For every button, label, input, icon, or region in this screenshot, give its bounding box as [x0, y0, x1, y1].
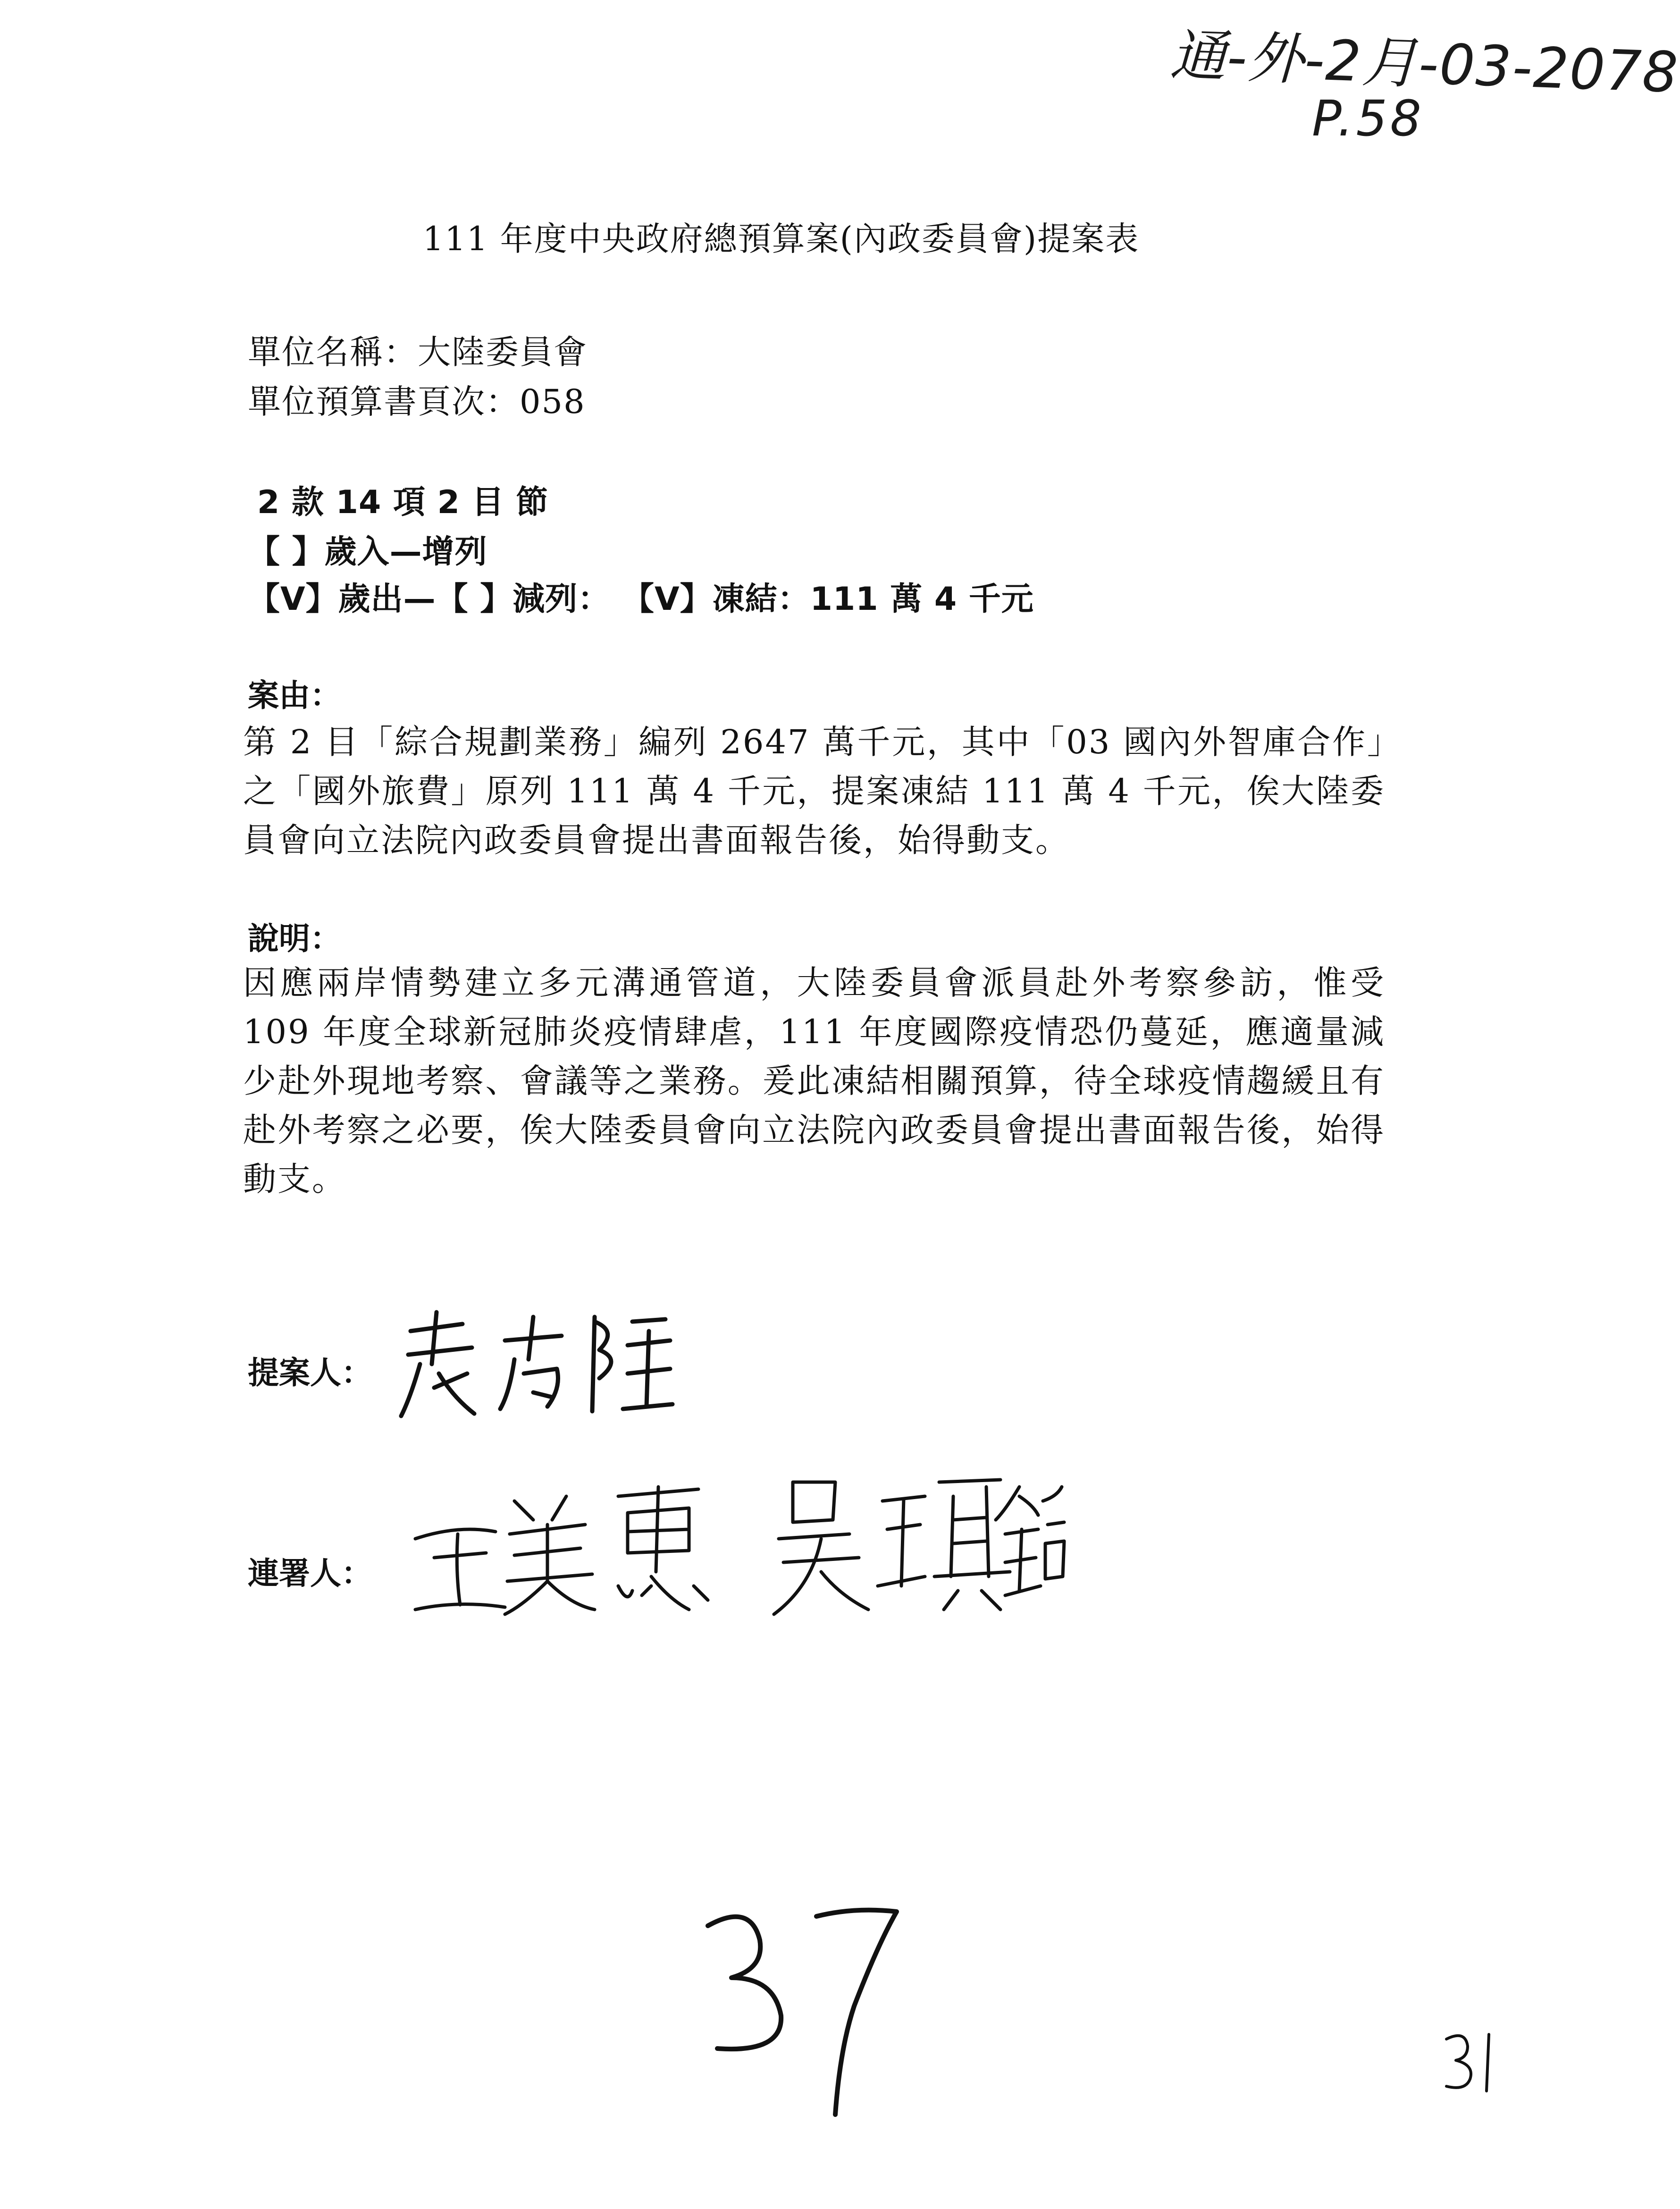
proposer-label: 提案人：: [248, 1355, 372, 1391]
handwritten-reference-code: 通-外-2月-03-2078: [1169, 22, 1680, 105]
proposer-signature: [392, 1303, 675, 1425]
unit-name: 單位名稱：大陸委員會: [248, 333, 588, 371]
reason-text: 第 2 目「綜合規劃業務」編列 2647 萬千元，其中「03 國內外智庫合作」之「國外旅費」原列 111 萬 4 千元，提案凍結 111 萬 4 千元，俟大陸委員會向立法院內政委員會提出書面報告後，始得動支。: [243, 723, 1385, 860]
document-title: 111 年度中央政府總預算案(內政委員會)提案表: [422, 219, 1140, 258]
cosigner-label: 連署人：: [248, 1555, 372, 1592]
explanation-heading: 說明：: [248, 920, 341, 957]
cosigner-signatures: [406, 1468, 1067, 1619]
handwritten-corner-number: [1439, 2025, 1505, 2096]
handwritten-page-number: [698, 1888, 925, 2124]
expense-line: 【V】歲出—【 】減列： 【V】凍結：111 萬 4 千元: [248, 581, 1034, 618]
explanation-text: 因應兩岸情勢建立多元溝通管道，大陸委員會派員赴外考察參訪，惟受 109 年度全球新冠肺炎疫情肆虐，111 年度國際疫情恐仍蔓延，應適量減少赴外現地考察、會議等之業務。爰此凍結相關預算，待全球疫情趨緩且有赴外考察之必要，俟大陸委員會向立法院內政委員會提出書面報告後，始得動支。: [243, 963, 1385, 1198]
budget-page-number: 單位預算書頁次：058: [248, 382, 586, 421]
handwritten-reference-page: P.58: [1312, 90, 1424, 147]
reason-heading: 案由：: [248, 677, 341, 714]
budget-section-line: 2 款 14 項 2 目 節: [257, 484, 549, 521]
revenue-line: 【 】歲入—增列: [248, 533, 487, 571]
